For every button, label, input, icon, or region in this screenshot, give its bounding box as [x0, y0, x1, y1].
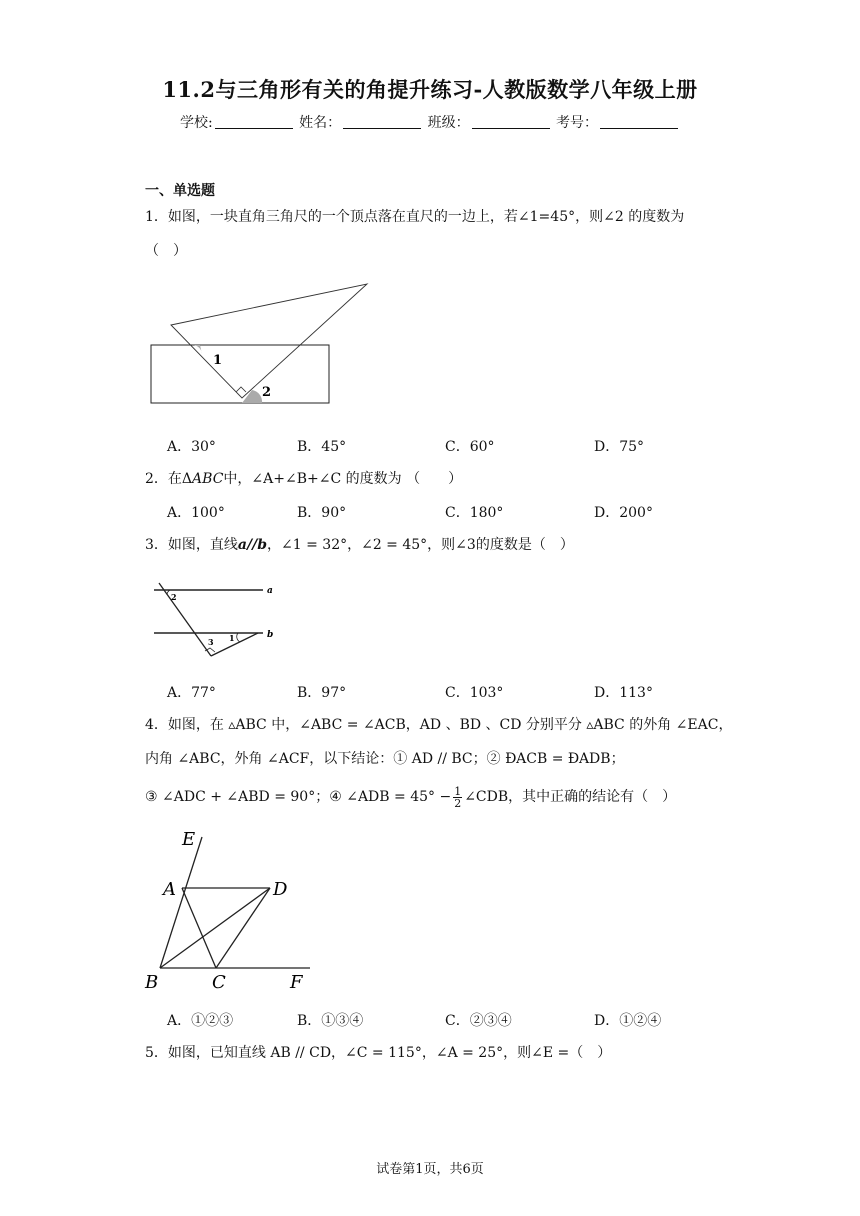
school-label: 学校:	[179, 115, 213, 131]
right-angle-mark	[236, 387, 246, 392]
q4-fraction-num: 1	[454, 784, 462, 798]
q2-text-post: 中，∠A+∠B+∠C 的度数为 （ ）	[223, 471, 463, 487]
question-1-line1	[145, 207, 684, 227]
q3-option-d[interactable]: D．113°	[594, 685, 653, 701]
q3-label-2: 2	[171, 592, 177, 602]
line-BD	[160, 888, 270, 968]
question-4-line3	[145, 780, 676, 814]
q1-text: 如图，一块直角三角尺的一个顶点落在直尺的一边上，若∠1=45°，则∠2 的度数为	[167, 209, 685, 225]
set-square	[171, 284, 367, 398]
q3-label-1: 1	[229, 633, 235, 643]
q3-angle-1-arc	[237, 633, 240, 642]
q3-label-3: 3	[208, 637, 214, 647]
ruler	[151, 345, 329, 403]
q3-figure	[145, 580, 285, 665]
q2-text-abc: ABC	[192, 471, 224, 487]
question-3	[145, 535, 574, 555]
q4-option-a[interactable]: A．①②③	[167, 1013, 234, 1029]
fig1-label-2: 2	[262, 385, 272, 400]
q4-fraction	[453, 786, 462, 809]
q4-label-F: F	[290, 972, 303, 993]
q4-figure	[140, 825, 325, 995]
q4-label-B: B	[145, 972, 159, 993]
line-CD	[216, 888, 270, 968]
line-AC	[182, 888, 216, 968]
q3-text-ab: a//b	[237, 537, 268, 553]
q1-number: 1．	[145, 209, 168, 225]
q5-number: 5．	[145, 1045, 168, 1061]
question-4-line1	[145, 715, 732, 735]
page-title: 11.2与三角形有关的角提升练习-人教版数学八年级上册	[162, 77, 698, 102]
q3-label-b: b	[267, 630, 274, 640]
q2-option-c[interactable]: C．180°	[445, 505, 504, 521]
fig1-label-1: 1	[213, 353, 223, 368]
q3-option-a[interactable]: A．77°	[167, 685, 216, 701]
name-label: 姓名：	[299, 115, 342, 131]
q5-text: 如图，已知直线 AB // CD，∠C = 115°，∠A = 25°，则∠E =（ ）	[167, 1045, 612, 1061]
q4-label-E: E	[182, 829, 196, 850]
angle-2-mark	[242, 390, 262, 403]
school-blank[interactable]	[215, 114, 293, 129]
q1-option-a[interactable]: A．30°	[167, 439, 216, 455]
student-info-line	[0, 112, 860, 132]
q2-option-a[interactable]: A．100°	[167, 505, 225, 521]
section-title: 一、单选题	[145, 183, 215, 199]
q2-text-pre: 在Δ	[167, 471, 193, 487]
q1-option-b[interactable]: B．45°	[297, 439, 347, 455]
exam-no-blank[interactable]	[600, 114, 678, 129]
q2-option-d[interactable]: D．200°	[594, 505, 653, 521]
q4-line3-post: ∠CDB，其中正确的结论有（ ）	[464, 789, 677, 805]
q1-option-d[interactable]: D．75°	[594, 439, 645, 455]
q4-label-C: C	[212, 972, 226, 993]
q4-option-c[interactable]: C．②③④	[445, 1013, 512, 1029]
exam-no-label: 考号：	[556, 115, 599, 131]
q4-fraction-den: 2	[454, 796, 462, 810]
class-label: 班级：	[427, 115, 470, 131]
q3-label-a: a	[267, 586, 273, 596]
q4-line1: 如图，在 ▵ABC 中，∠ABC = ∠ACB，AD 、BD 、CD 分别平分 ▵ABC 的外角 ∠EAC，	[167, 717, 733, 733]
q4-label-A: A	[163, 879, 176, 900]
q4-option-d[interactable]: D．①②④	[594, 1013, 662, 1029]
page-footer: 试卷第1页，共6页	[376, 1162, 484, 1177]
q4-line2: 内角 ∠ABC，外角 ∠ACF，以下结论：① AD // BC；② ÐACB = ÐADB；	[145, 751, 625, 767]
q2-number: 2．	[145, 471, 168, 487]
q3-text-post: ，∠1 = 32°，∠2 = 45°，则∠3的度数是（ ）	[267, 537, 574, 553]
q4-line3-pre: ③ ∠ADC + ∠ABD = 90°；④ ∠ADB = 45° −	[145, 789, 452, 805]
class-blank[interactable]	[472, 114, 550, 129]
question-5	[145, 1043, 611, 1063]
q1-option-c[interactable]: C．60°	[445, 439, 495, 455]
line-BE	[160, 837, 202, 968]
question-2	[145, 469, 462, 489]
q3-number: 3．	[145, 537, 168, 553]
q3-text-pre: 如图，直线	[167, 537, 238, 553]
q1-figure	[140, 275, 380, 410]
q2-option-b[interactable]: B．90°	[297, 505, 347, 521]
q4-number: 4．	[145, 717, 168, 733]
q3-option-c[interactable]: C．103°	[445, 685, 504, 701]
name-blank[interactable]	[343, 114, 421, 129]
q4-label-D: D	[273, 879, 288, 900]
q3-option-b[interactable]: B．97°	[297, 685, 347, 701]
q1-answer-paren: （ ）	[145, 243, 187, 259]
q4-option-b[interactable]: B．①③④	[297, 1013, 364, 1029]
